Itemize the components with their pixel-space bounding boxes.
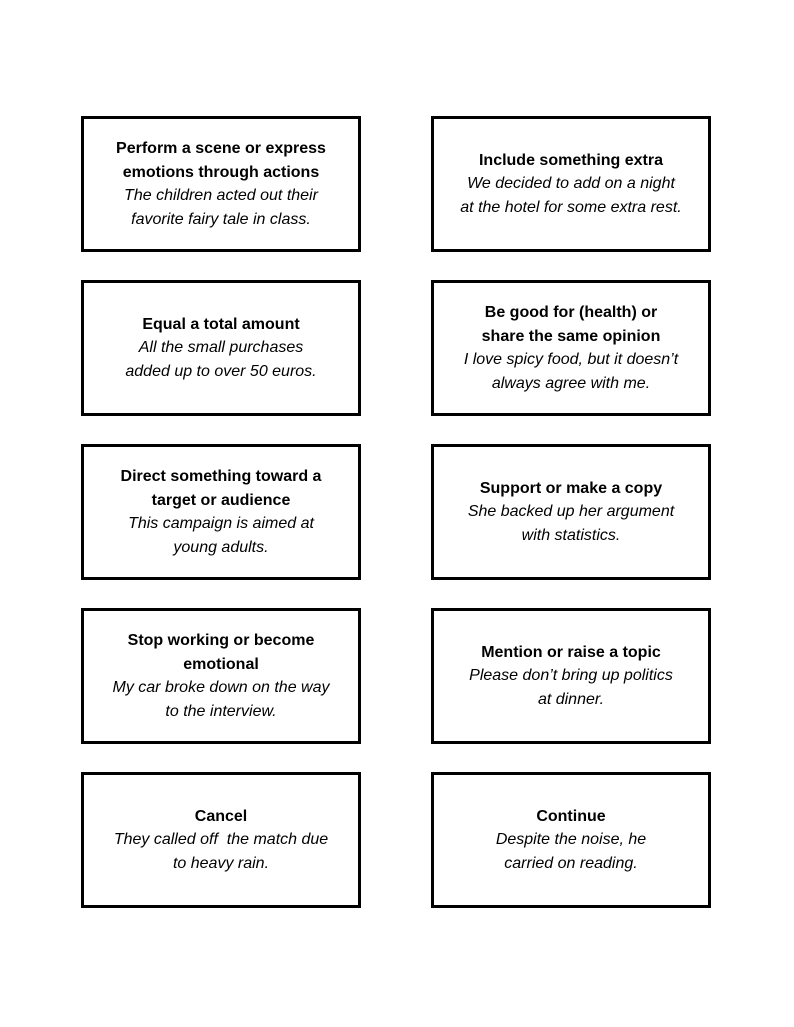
phrasal-verb-card (431, 116, 711, 252)
definition-line: emotions through actions (122, 163, 320, 181)
card-definition (116, 137, 326, 184)
phrasal-verb-card (431, 280, 711, 416)
example-line: Despite the noise, he (495, 831, 647, 849)
definition-line: Include something extra (478, 151, 664, 169)
example-line: We decided to add on a night (467, 175, 675, 193)
definition-line: Equal a total amount (142, 315, 300, 333)
example-line: carried on reading. (504, 854, 638, 872)
phrasal-verb-card (81, 608, 361, 744)
definition-line: Support or make a copy (479, 479, 663, 497)
example-line: to the interview. (165, 702, 277, 720)
card-example (468, 500, 674, 547)
definition-line: emotional (183, 655, 259, 673)
example-line: They called off the match due (113, 831, 329, 849)
example-line: I love spicy food, but it doesn’t (463, 351, 679, 368)
phrasal-verb-card (431, 444, 711, 580)
card-example (464, 348, 678, 395)
definition-line: Direct something toward a (120, 468, 322, 485)
example-line: All the small purchases (138, 339, 304, 357)
card-definition (479, 149, 663, 173)
phrasal-verb-card (81, 444, 361, 580)
example-line: My car broke down on the way (112, 679, 330, 696)
example-line: She backed up her argument (467, 503, 675, 521)
example-line: This campaign is aimed at (128, 515, 314, 532)
card-example (124, 184, 318, 231)
phrasal-verb-card (431, 608, 711, 744)
phrasal-verb-card (431, 772, 711, 908)
example-line: Please don’t bring up politics (469, 667, 673, 685)
card-example (114, 828, 328, 875)
definition-line: Mention or raise a topic (481, 643, 661, 661)
card-definition (195, 805, 247, 829)
example-line: with statistics. (521, 526, 621, 544)
definition-line: Stop working or become (127, 632, 315, 649)
card-definition (536, 805, 605, 829)
example-line: added up to over 50 euros. (125, 362, 317, 380)
example-line: to heavy rain. (172, 854, 270, 872)
card-example (113, 676, 330, 723)
card-definition (480, 477, 662, 501)
definition-line: target or audience (151, 491, 291, 509)
definition-line: share the same opinion (481, 327, 661, 345)
card-definition (142, 313, 299, 337)
example-line: at the hotel for some extra rest. (460, 198, 682, 216)
card-example (125, 336, 316, 383)
card-definition (481, 641, 661, 665)
example-line: always agree with me. (491, 374, 651, 392)
example-line: favorite fairy tale in class. (131, 210, 311, 228)
example-line: young adults. (173, 538, 269, 556)
card-example (460, 172, 681, 219)
card-example (128, 512, 314, 559)
card-example (469, 664, 673, 711)
card-definition (121, 465, 322, 512)
card-example (496, 828, 646, 875)
definition-line: Perform a scene or express (116, 140, 326, 157)
definition-line: Cancel (194, 807, 248, 825)
phrasal-verb-card (81, 116, 361, 252)
card-definition (128, 629, 315, 676)
phrasal-verb-card (81, 772, 361, 908)
phrasal-verb-card (81, 280, 361, 416)
card-definition (482, 301, 661, 348)
definition-line: Continue (536, 807, 606, 825)
example-line: at dinner. (537, 690, 605, 708)
definition-line: Be good for (health) or (484, 304, 658, 321)
example-line: The children acted out their (124, 187, 318, 204)
